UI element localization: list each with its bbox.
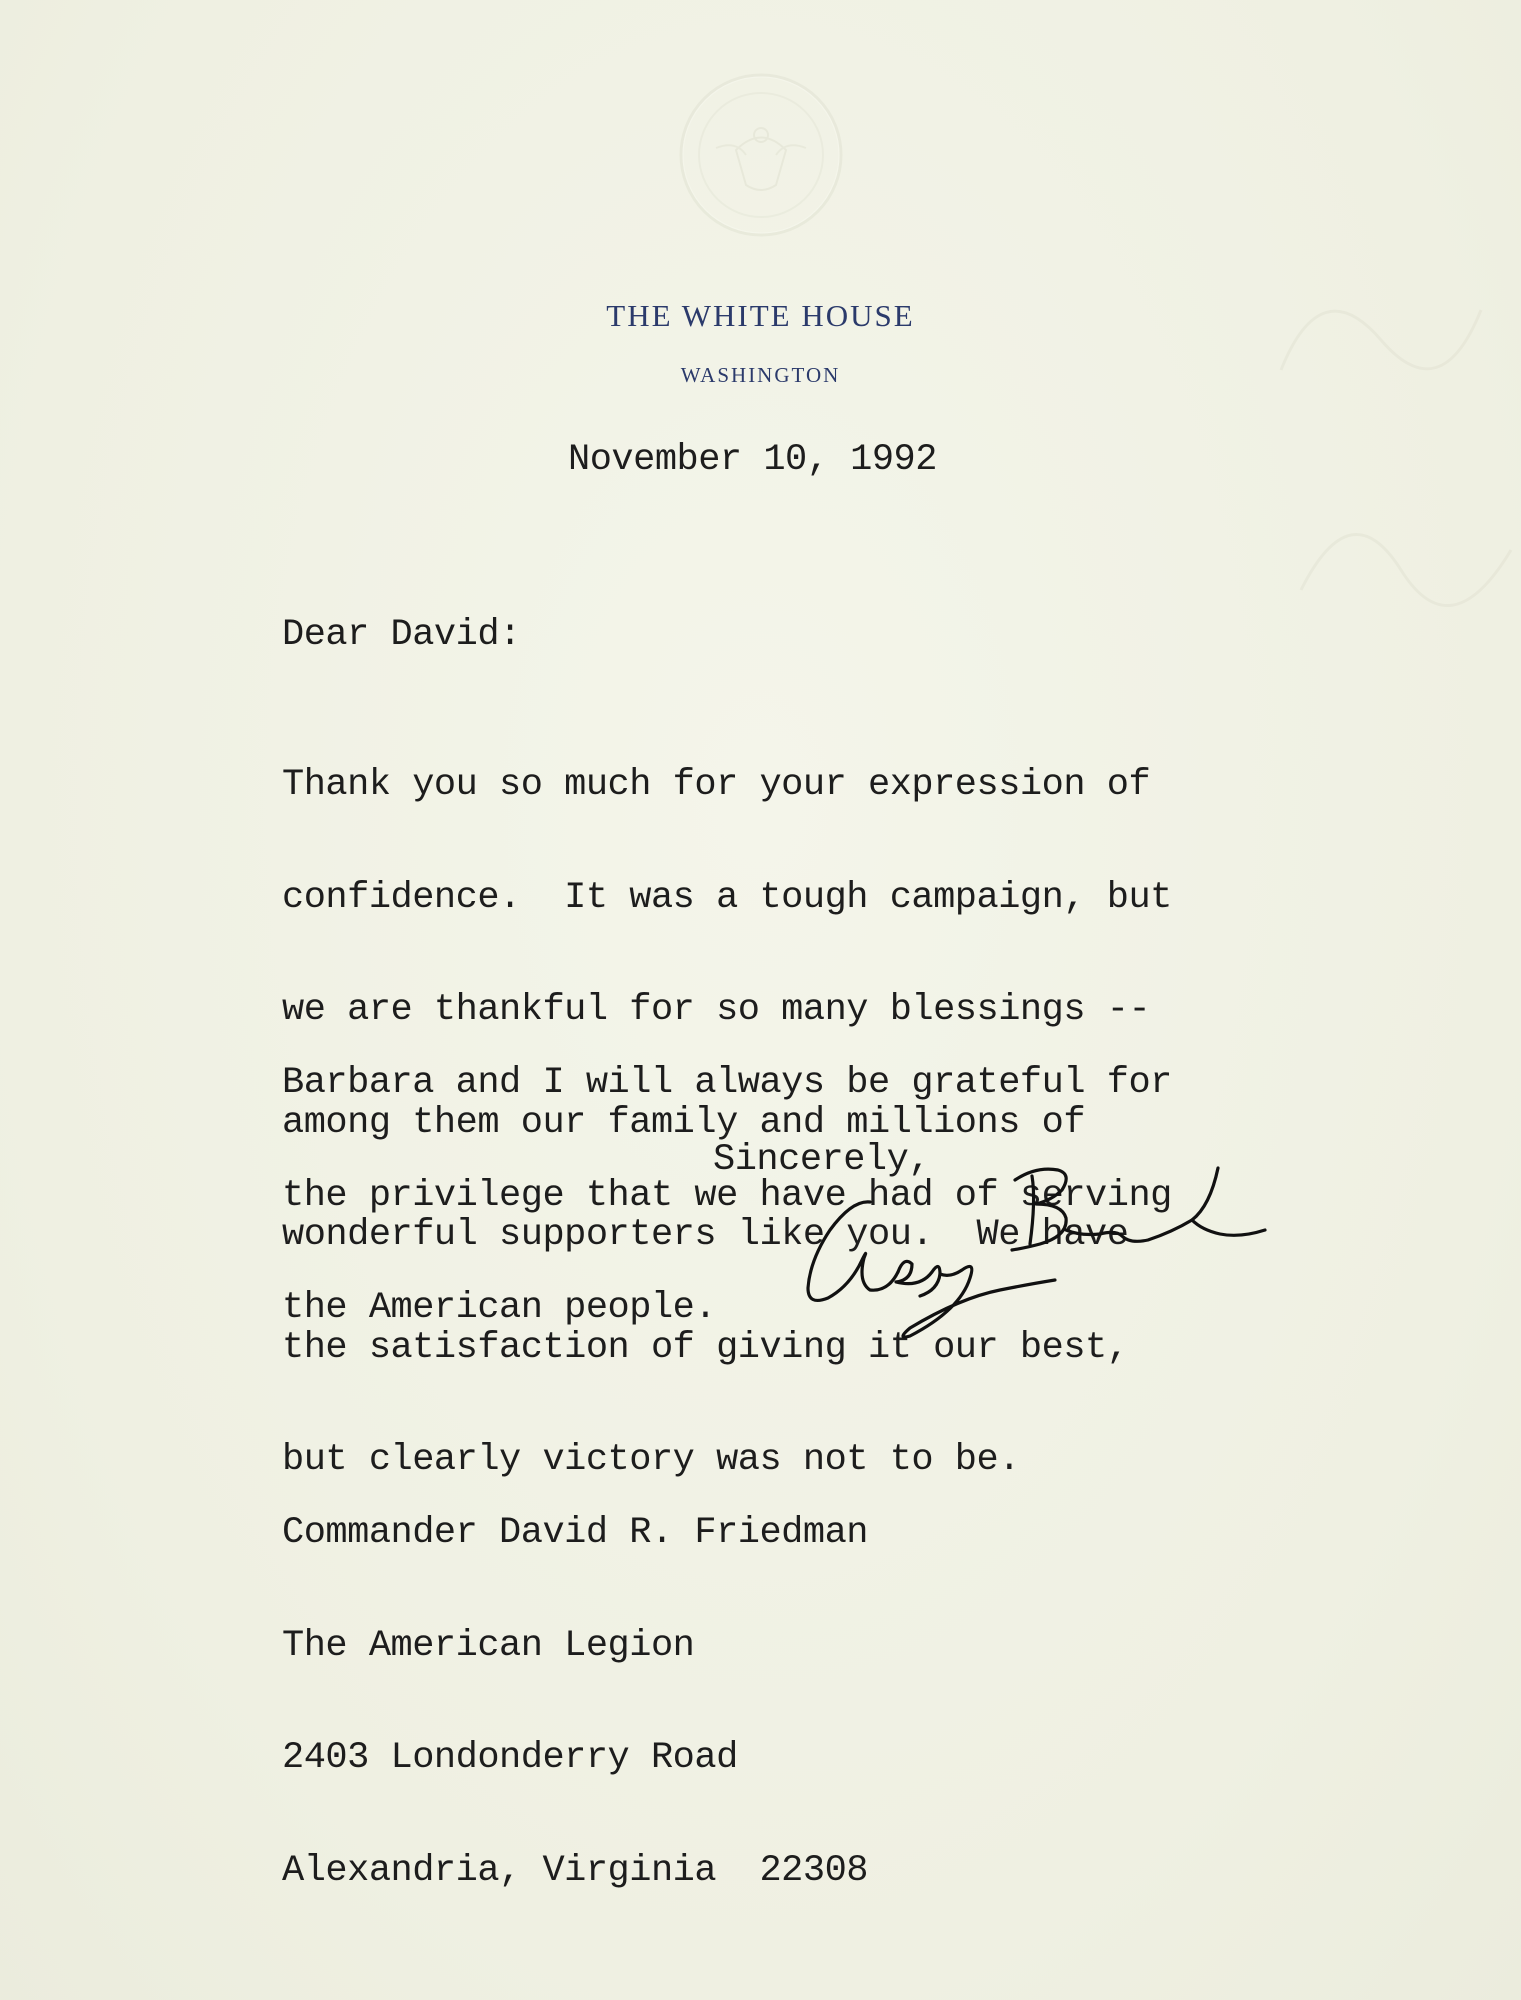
letter-date: November 10, 1992 xyxy=(568,439,937,481)
closing: Sincerely, xyxy=(713,1139,931,1181)
paragraph-line: the satisfaction of giving it our best, xyxy=(282,1326,1129,1369)
paragraph-line: among them our family and millions of xyxy=(282,1101,1086,1144)
salutation: Dear David: xyxy=(282,614,521,656)
presidential-seal-emboss xyxy=(676,70,846,240)
letterhead-subtitle: WASHINGTON xyxy=(680,363,841,387)
address-line: Commander David R. Friedman xyxy=(282,1512,868,1554)
handwritten-signature xyxy=(800,1160,1270,1340)
address-line: The American Legion xyxy=(282,1624,695,1667)
paragraph-line: confidence. It was a tough campaign, but xyxy=(282,876,1172,919)
recipient-address xyxy=(282,1440,868,1965)
paragraph-line: wonderful supporters like you. We have xyxy=(282,1214,1129,1256)
address-line: Alexandria, Virginia 22308 xyxy=(282,1849,868,1892)
paragraph-line: but clearly victory was not to be. xyxy=(282,1439,1020,1481)
paragraph-line: we are thankful for so many blessings -- xyxy=(282,989,1151,1031)
address-line: 2403 Londonderry Road xyxy=(282,1737,738,1779)
paragraph-line: Barbara and I will always be grateful for xyxy=(282,1062,1172,1104)
paragraph-line: Thank you so much for your expression of xyxy=(282,764,1151,806)
paragraph-line: the privilege that we have had of serving xyxy=(282,1174,1172,1217)
letterhead-title: THE WHITE HOUSE xyxy=(606,298,915,333)
paragraph-line: the American people. xyxy=(282,1287,717,1329)
